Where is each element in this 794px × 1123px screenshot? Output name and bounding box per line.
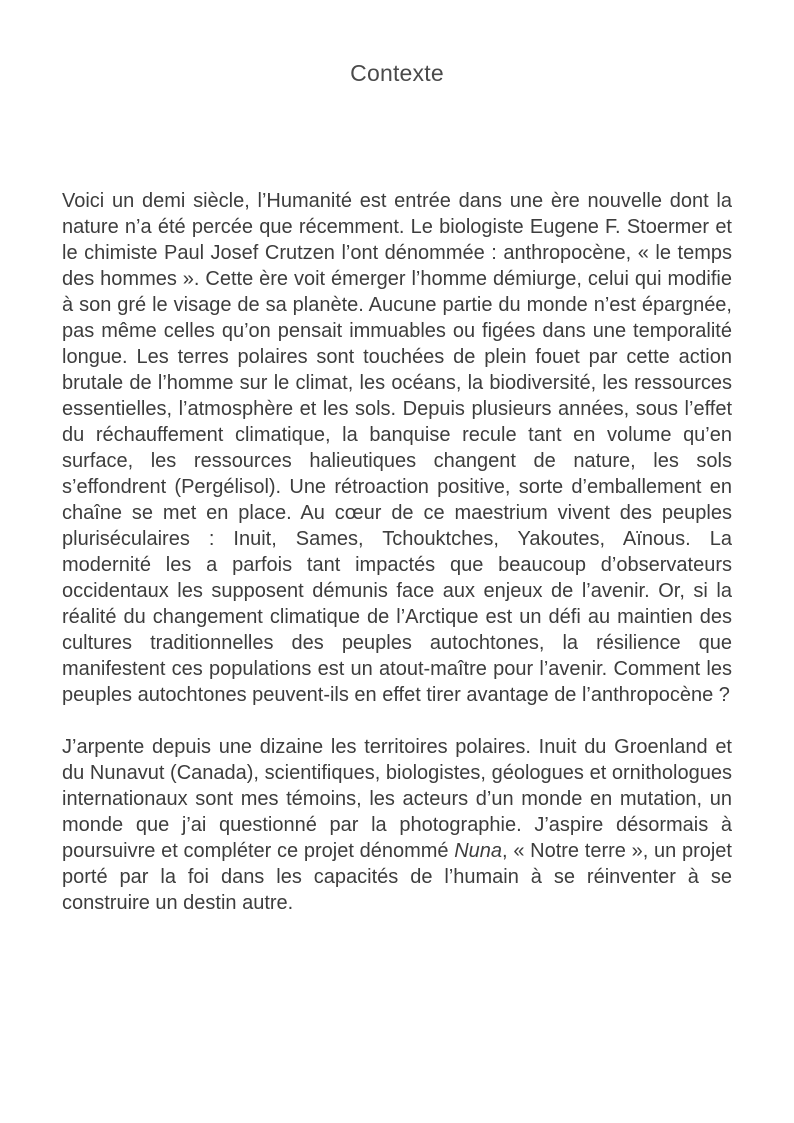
paragraph [62, 734, 732, 916]
paragraph-run: , « Notre terre », un projet porté par la foi dans les capacités de l’humain à se réinventer à se construire un destin autre. [62, 840, 732, 914]
document-body [62, 188, 732, 916]
paragraph [62, 188, 732, 708]
paragraph-run-italic: Nuna [454, 840, 503, 862]
paragraph-run: Voici un demi siècle, l’Humanité est entrée dans une ère nouvelle dont la nature n’a été percée que récemment. Le biologiste Eugene F. Stoermer et le chimiste Paul Josef Crutzen l’ont dénommée : anthropocène, « le temps des hommes ». Cette ère voit émerger l’homme démiurge, celui qui modifie à son gré le visage de sa planète. Aucune partie du monde n’est épargnée, pas même celles qu’on pensait immuables ou figées dans une temporalité longue. Les terres polaires sont touchées de plein fouet par cette action brutale de l’homme sur le climat, les océans, la biodiversité, les ressources essentielles, l’atmosphère et les sols. Depuis plusieurs années, sous l’effet du réchauffement climatique, la banquise recule tant en volume qu’en surface, les ressources halieutiques changent de nature, les sols s’effondrent (Pergélisol). Une rétroaction positive, sorte d’emballement en chaîne se met en place. Au cœur de ce maestrium vivent des peuples pluriséculaires : Inuit, Sames, Tchouktches, Yakoutes, Aïnous. La modernité les a parfois tant impactés que beaucoup d’observateurs occidentaux les supposent démunis face aux enjeux de l’avenir. Or, si la réalité du changement climatique de l’Arctique est un défi au maintien des cultures traditionnelles des peuples autochtones, la résilience que manifestent ces populations est un atout-maître pour l’avenir. Comment les peuples autochtones peuvent-ils en effet tirer avantage de l’anthropocène ? [62, 190, 732, 706]
page-title: Contexte [350, 60, 444, 86]
paragraph-run: J’arpente depuis une dizaine les territoires polaires. Inuit du Groenland et du Nunavut (Canada), scientifiques, biologistes, géologues et ornithologues internationaux sont mes témoins, les acteurs d’un monde en mutation, un monde que j’ai questionné par la photographie. J’aspire désormais à poursuivre et compléter ce projet dénommé [62, 736, 732, 862]
